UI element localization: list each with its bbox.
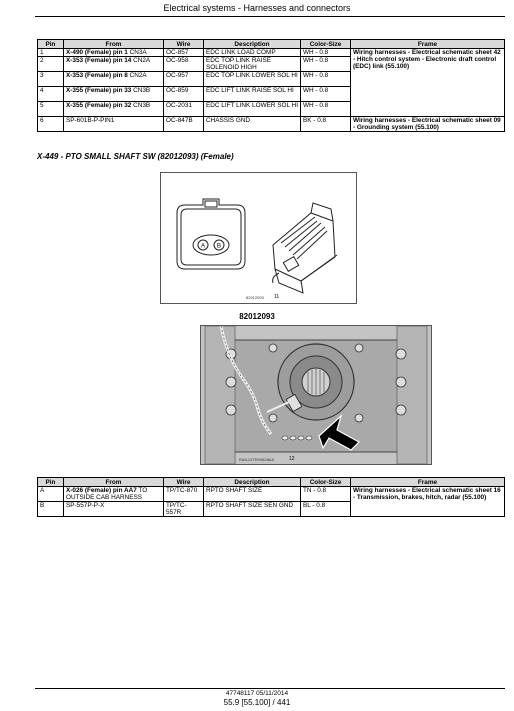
cell-wire: TP/TC-870: [164, 487, 204, 502]
cell-color-size: WH - 0.8: [301, 87, 351, 102]
page-header: Electrical systems - Harnesses and connectors: [163, 3, 351, 13]
cell-from: [64, 72, 164, 87]
connector-figure: [160, 172, 357, 304]
col-frame: Frame: [351, 40, 505, 49]
from-connector: X-353 (Female) pin 8: [66, 72, 128, 79]
col-wire: Wire: [164, 40, 204, 49]
from-detail: SP-557P-P-X: [66, 502, 105, 509]
cell-color-size: WH - 0.8: [301, 57, 351, 72]
figure-2-number: 12: [289, 456, 295, 462]
cell-from: [64, 117, 164, 132]
from-detail: CN3B: [131, 102, 151, 109]
figure-1-number: 11: [274, 294, 280, 300]
table-row: [38, 487, 505, 502]
from-connector: X-355 (Female) pin 32: [66, 102, 132, 109]
cell-pin: 3: [38, 72, 64, 87]
col-description: Description: [204, 478, 301, 487]
from-detail: CN3B: [131, 87, 151, 94]
col-wire: Wire: [164, 478, 204, 487]
cell-from: [64, 102, 164, 117]
cell-color-size: WH - 0.8: [301, 72, 351, 87]
cell-from: [64, 502, 164, 517]
cell-wire: OC-2031: [164, 102, 204, 117]
col-from: From: [64, 478, 164, 487]
table-row: [38, 49, 505, 57]
cell-description: EDC TOP LINK LOWER SOL HI: [204, 72, 301, 87]
pto-photo: [201, 326, 431, 464]
figure-2-label: RAIL12TR00628AA: [239, 457, 275, 462]
cell-from: [64, 87, 164, 102]
col-color-size: Color-Size: [301, 40, 351, 49]
col-from: From: [64, 40, 164, 49]
cell-from: [64, 487, 164, 502]
footer-rule: [35, 688, 505, 689]
pto-photo-figure: [200, 325, 432, 465]
cell-description: EDC LINK LOAD COMP: [204, 49, 301, 57]
cell-wire: OC-957: [164, 72, 204, 87]
cell-description: EDC TOP LINK RAISE SOLENOID HIGH: [204, 57, 301, 72]
cell-description: EDC LIFT LINK LOWER SOL HI: [204, 102, 301, 117]
cell-pin: 4: [38, 87, 64, 102]
from-detail: TO OUTSIDE CAB HARNESS: [66, 487, 148, 501]
col-color-size: Color-Size: [301, 478, 351, 487]
page-number: 55.9 [55.100] / 441: [223, 698, 291, 707]
cell-wire: TP/TC-557R: [164, 502, 204, 517]
col-pin: Pin: [38, 40, 64, 49]
col-description: Description: [204, 40, 301, 49]
from-detail: CN2A: [131, 57, 151, 64]
connector-drawing: [161, 173, 356, 303]
pin-table-1: [37, 39, 505, 132]
pin-table-2: [37, 477, 505, 517]
cell-color-size: TN - 0.8: [301, 487, 351, 502]
from-connector: X-490 (Female) pin 1: [66, 49, 128, 56]
pin-a-label: A: [200, 243, 206, 250]
from-detail: CN3A: [127, 49, 147, 56]
from-connector: X-353 (Female) pin 14: [66, 57, 132, 64]
cell-description: CHASSIS GND: [204, 117, 301, 132]
cell-description: RPTO SHAFT SIZE SEN GND: [204, 502, 301, 517]
header-rule: [35, 16, 505, 17]
cell-wire: OC-859: [164, 87, 204, 102]
cell-from: [64, 49, 164, 57]
cell-frame: Wiring harnesses - Electrical schematic sheet 16 - Transmission, brakes, hitch, radar (55.100): [351, 487, 505, 517]
cell-color-size: WH - 0.8: [301, 49, 351, 57]
cell-frame: Wiring harnesses - Electrical schematic sheet 09 - Grounding system (55.100): [351, 117, 505, 132]
pin-b-label: B: [216, 243, 222, 250]
cell-pin: A: [38, 487, 64, 502]
connector-side-view: [273, 203, 337, 293]
from-connector: X-355 (Female) pin 33: [66, 87, 132, 94]
cell-wire: OC-857: [164, 49, 204, 57]
col-pin: Pin: [38, 478, 64, 487]
col-frame: Frame: [351, 478, 505, 487]
from-detail: CN2A: [127, 72, 147, 79]
cell-description: RPTO SHAFT SIZE: [204, 487, 301, 502]
from-detail: SP-601B-P-PIN1: [66, 117, 115, 124]
document-number: 47748117 05/11/2014: [225, 690, 289, 697]
cell-pin: 2: [38, 57, 64, 72]
figure-1-label: 82012093: [246, 295, 264, 300]
cell-wire: OC-958: [164, 57, 204, 72]
cell-pin: 1: [38, 49, 64, 57]
table-row: [38, 117, 505, 132]
cell-color-size: BK - 0.8: [301, 117, 351, 132]
cell-pin: 6: [38, 117, 64, 132]
connector-face-view: [177, 199, 245, 269]
cell-pin: 5: [38, 102, 64, 117]
section-title: X-449 - PTO SMALL SHAFT SW (82012093) (Female): [37, 152, 234, 161]
cell-color-size: WH - 0.8: [301, 102, 351, 117]
cell-pin: B: [38, 502, 64, 517]
cell-description: EDC LIFT LINK RAISE SOL HI: [204, 87, 301, 102]
table-header-row: [38, 40, 505, 49]
cell-from: [64, 57, 164, 72]
from-connector: X-026 (Female) pin AA7: [66, 487, 137, 494]
cell-color-size: BL - 0.8: [301, 502, 351, 517]
cell-frame: Wiring harnesses - Electrical schematic sheet 42 - Hitch control system - Electronic draft control (EDC) link (55.100): [351, 49, 505, 117]
table-header-row: [38, 478, 505, 487]
cell-wire: OC-847B: [164, 117, 204, 132]
part-number: 82012093: [239, 312, 275, 321]
